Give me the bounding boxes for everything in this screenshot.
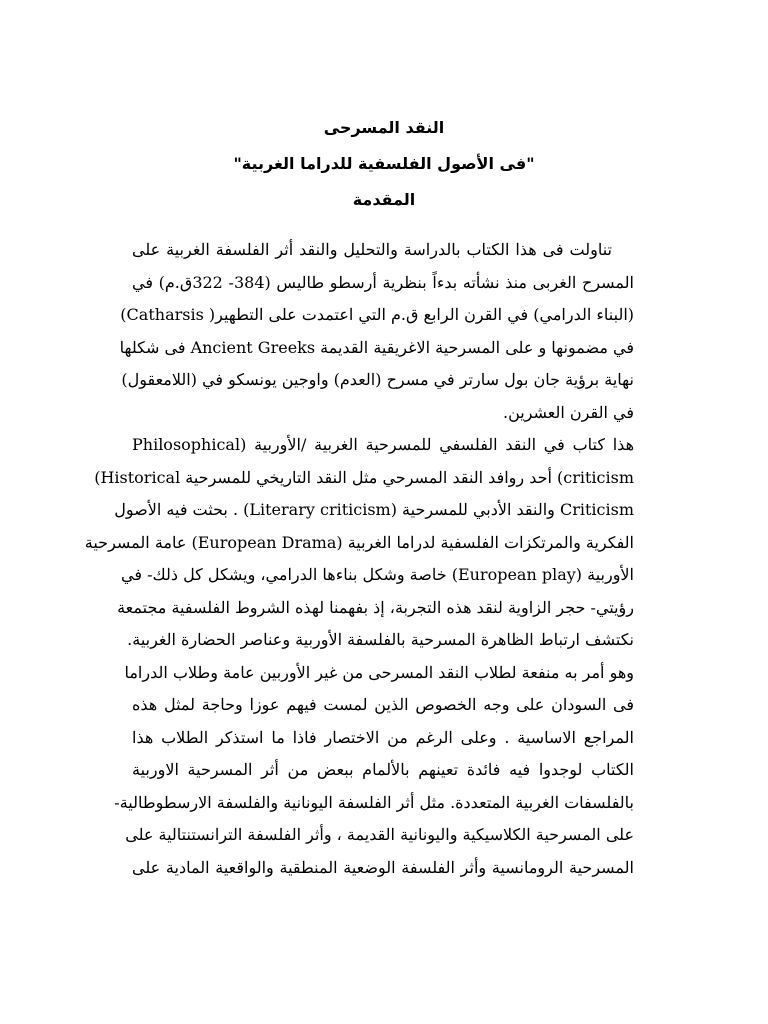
text-line: على المسرحية الكلاسيكية واليونانية القديمة ، وأثر الفلسفة الترانستنتالية على <box>125 825 634 844</box>
text-line: في مضمونها و على المسرحية الاغريقية القديمة Ancient Greeks فى شكلها <box>119 337 634 357</box>
text-line: المراجع الاساسية . وعلى الرغم من الاختصار فاذا ما استذكر الطلاب هذا <box>132 727 634 747</box>
main-title: النقد المسرحى <box>323 118 445 137</box>
title-block <box>0 118 768 210</box>
text-line: وهو أمر به منفعة لطلاب النقد المسرحى من غير الأوربين عامة وطلاب الدراما <box>124 662 634 682</box>
text-line: (البناء الدرامي) في القرن الرابع ق.م التي اعتمدت على التطهير( Catharsis) <box>120 305 634 324</box>
section-heading: المقدمة <box>352 190 416 209</box>
text-line: المسرح الغربى منذ نشأته بدءاً بنظرية أرسطو طاليس (384- 322ق.م) في <box>132 272 635 292</box>
text-line: Criticism والنقد الأدبي للمسرحية (Literary criticism) . بحثت فيه الأصول <box>114 500 634 519</box>
text-line: تناولت فى هذا الكتاب بالدراسة والتحليل والنقد أثر الفلسفة الغربية على <box>132 240 612 259</box>
text-line: نكتشف ارتباط الظاهرة المسرحية بالفلسفة الأوربية وعناصر الحضارة الغربية. <box>127 630 634 649</box>
text-line: الكتاب لوجدوا فيه فائدة تعينهم بالألمام ببعض من أثر المسرحية الاوربية <box>132 760 634 779</box>
text-line: الفكرية والمرتكزات الفلسفية لدراما الغربية (European Drama) عامة المسرحية <box>84 532 634 552</box>
text-line: نهاية برؤية جان بول سارتر في مسرح (العدم) واوجين يونسكو في (اللامعقول) <box>121 370 634 389</box>
subtitle: "فى الأصول الفلسفية للدراما الغربية" <box>233 154 535 173</box>
text-line: الأوربية (European play) خاصة وشكل بناءها الدرامي، ويشكل كل ذلك- في <box>121 565 634 584</box>
text-line: في القرن العشرين. <box>502 402 634 422</box>
text-line: هذا كتاب في النقد الفلسفي للمسرحية الغربية /الأوربية (Philosophical <box>132 435 634 454</box>
text-line: المسرحية الرومانسية وأثر الفلسفة الوضعية المنطقية والواقعية المادية على <box>132 857 634 877</box>
text-line: فى السودان على وجه الخصوص الذين لمست فيهم عوزا وحاجة لمثل هذه <box>132 695 634 714</box>
text-line: criticism) أحد روافد النقد المسرحي مثل النقد التاريخي للمسرحية Historical) <box>94 467 634 487</box>
text-line: بالفلسفات الغربية المتعددة. مثل أثر الفلسفة اليونانية والفلسفة الارسطوطالية- <box>114 792 634 812</box>
text-line: رؤيتي- حجر الزاوية لنقد هذه التجربة، إذ بفهمنا لهذه الشروط الفلسفية مجتمعة <box>117 597 634 617</box>
body-text <box>84 234 635 884</box>
